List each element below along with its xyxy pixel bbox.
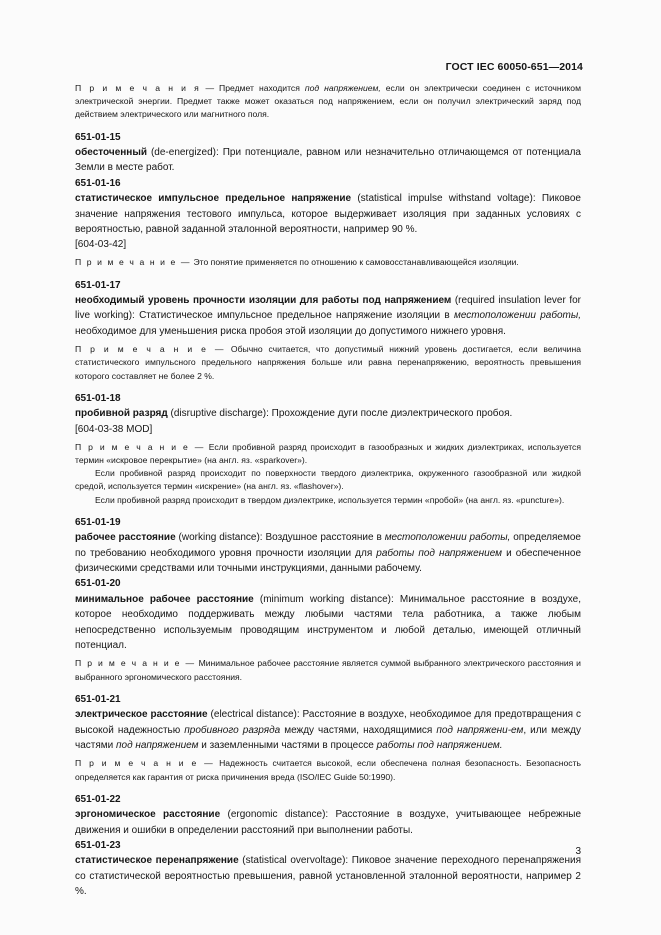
entry-emphasis: пробивного разряда: [184, 724, 281, 736]
note: [75, 441, 581, 467]
entry-code: 651-01-20: [75, 578, 121, 590]
entry-definition: [75, 807, 581, 838]
entry-code: 651-01-15: [75, 131, 121, 143]
entry-term: необходимый уровень прочности изоляции для работы под напряжением: [75, 295, 452, 307]
entry-definition: [75, 530, 581, 576]
note-label: П р и м е ч а н и я: [75, 83, 201, 93]
entry-text: (minimum working distance): Минимальное расстояние в воздухе, которое необходимо поддерживать между любыми частями тела работника, а также любым непосредственно используемым проводящим инструментом и любой деталью, имеющей отличный потенциал.: [75, 593, 581, 651]
document-body: [75, 82, 581, 900]
note-label: П р и м е ч а н и е —: [75, 441, 205, 452]
entry-emphasis: местоположении работы,: [384, 532, 511, 544]
note-text: если он электрически соединен с источником электрической энергии. Предмет также может оказаться под напряжением, если он получил электрический заряд под действием электрического или магнитного поля.: [75, 83, 581, 120]
entry-text: определяемое по требованию необходимого уровня прочности изоляции для: [75, 532, 581, 559]
note: [75, 343, 581, 383]
note-label: П р и м е ч а н и е —: [75, 758, 215, 769]
note-label: П р и м е ч а н и е —: [75, 344, 226, 355]
source-ref: [604-03-38 MOD]: [75, 423, 153, 435]
note: [75, 757, 581, 783]
entry-text: (working distance): Воздушное расстояние в: [178, 532, 382, 544]
entry-text: и заземленными частями в процессе: [201, 740, 374, 751]
entry-term: статистическое перенапряжение: [75, 855, 239, 867]
entry-code: 651-01-23: [75, 840, 121, 852]
entry-term: пробивной разряд: [75, 408, 168, 420]
note-text: Это понятие применяется по отношению к самовосстанавливающейся изоляции.: [193, 257, 519, 268]
entry-term: минимальное рабочее расстояние: [75, 593, 254, 605]
entry-emphasis: работы под напряжением.: [376, 740, 503, 751]
note-text: Если пробивной разряд происходит в газообразных и жидких диэлектриках, используется термин «искровое перекрытие» (на англ. яз. «sparkover»).: [75, 441, 582, 465]
entry-text: необходимое для уменьшения риска пробоя этой изоляции до допустимого нижнего уровня.: [75, 325, 506, 337]
note: [75, 657, 581, 683]
page-number: 3: [575, 846, 581, 857]
entry-term: обесточенный: [75, 147, 148, 159]
entry-text: (statistical overvoltage): Пиковое значение переходного перенапряжения со статистической вероятностью превышения, равной установленной эталонной вероятности, например 2 %.: [75, 855, 581, 898]
note-dash: —: [205, 83, 215, 93]
entry-text: (electrical distance): Расстояние в воздухе, необходимое для предотвращения с высокой надежностью: [75, 709, 582, 736]
entry-emphasis: под напряжени-ем: [436, 724, 524, 736]
entry-term: рабочее расстояние: [75, 532, 176, 544]
entry-text: и обеспеченное физическими средствами или точными инструкциями, данными рабочему.: [75, 547, 582, 574]
entry-code: 651-01-22: [75, 793, 121, 805]
entry-text: , или между частями: [75, 724, 581, 751]
entry-text: (required insulation lever for live working): Статистическое импульсное предельное напряжение изоляции в: [75, 295, 581, 322]
entry-text: (de-energized): При потенциале, равном или незначительно отличающемся от потенциала Земли в месте работ.: [75, 147, 581, 174]
source-ref: [604-03-42]: [75, 239, 127, 251]
note-text: Предмет находится: [219, 83, 300, 93]
note-paragraph: Если пробивной разряд происходит в твердом диэлектрике, используется термин «пробой» (на англ. яз. «puncture»).: [95, 494, 565, 505]
note: [75, 82, 581, 122]
note-text: Надежность считается высокой, если обеспечена полная безопасность. Безопасность определяется как гарантия от риска причинения вреда (ISO/IEC Guide 50:1990).: [75, 758, 581, 782]
entry-definition: [75, 406, 581, 421]
document-header: ГОСТ IEC 60050-651—2014: [445, 61, 583, 73]
entry-definition: [75, 853, 581, 899]
entry-definition: [75, 707, 581, 753]
entry-emphasis: под напряжением: [116, 740, 199, 751]
entry-code: 651-01-21: [75, 693, 121, 705]
entry-text: между частями, находящимися: [284, 724, 433, 736]
note-emphasis: под напряжением,: [304, 83, 381, 93]
entry-code: 651-01-17: [75, 279, 121, 291]
entry-emphasis: работы под напряжением: [376, 547, 503, 559]
note-paragraph: Если пробивной разряд происходит по поверхности твердого диэлектрика, окруженного газообразной или жидкой средой, используется термин «искрение» (на англ. яз. «flashover»).: [75, 468, 581, 492]
entry-term: статистическое импульсное предельное напряжение: [75, 193, 352, 205]
note-label: П р и м е ч а н и е —: [75, 257, 192, 268]
entry-code: 651-01-19: [75, 516, 121, 528]
entry-text: (ergonomic distance): Расстояние в воздухе, учитывающее небрежные движения и ошибки в определении расстояний при выполнении работы.: [75, 809, 582, 836]
note-text: Минимальное рабочее расстояние является суммой выбранного электрического расстояния и выбранного эргономического расстояния.: [75, 658, 581, 682]
entry-definition: [75, 145, 581, 176]
entry-text: (statistical impulse withstand voltage): Пиковое значение напряжения тестового импульса, которое выдерживает изоляция при заданных условиях с вероятностью, равной заданной эталонной вероятности, например 90 %.: [75, 193, 581, 236]
entry-definition: [75, 191, 581, 237]
entry-definition: [75, 592, 581, 654]
entry-definition: [75, 293, 581, 339]
note-text: Обычно считается, что допустимый нижний уровень достигается, если величина статистического импульсного предельного напряжения больше или равна перенапряжению, вероятность превышения которого составляет не более 2 %.: [75, 344, 581, 381]
entry-code: 651-01-16: [75, 177, 121, 189]
note: [75, 256, 581, 269]
entry-emphasis: местоположении работы,: [453, 310, 581, 322]
entry-text: (disruptive discharge): Прохождение дуги после диэлектрического пробоя.: [170, 408, 513, 420]
entry-term: эргономическое расстояние: [75, 809, 221, 821]
note-label: П р и м е ч а н и е —: [75, 658, 196, 669]
entry-term: электрическое расстояние: [75, 709, 208, 721]
entry-code: 651-01-18: [75, 392, 121, 404]
